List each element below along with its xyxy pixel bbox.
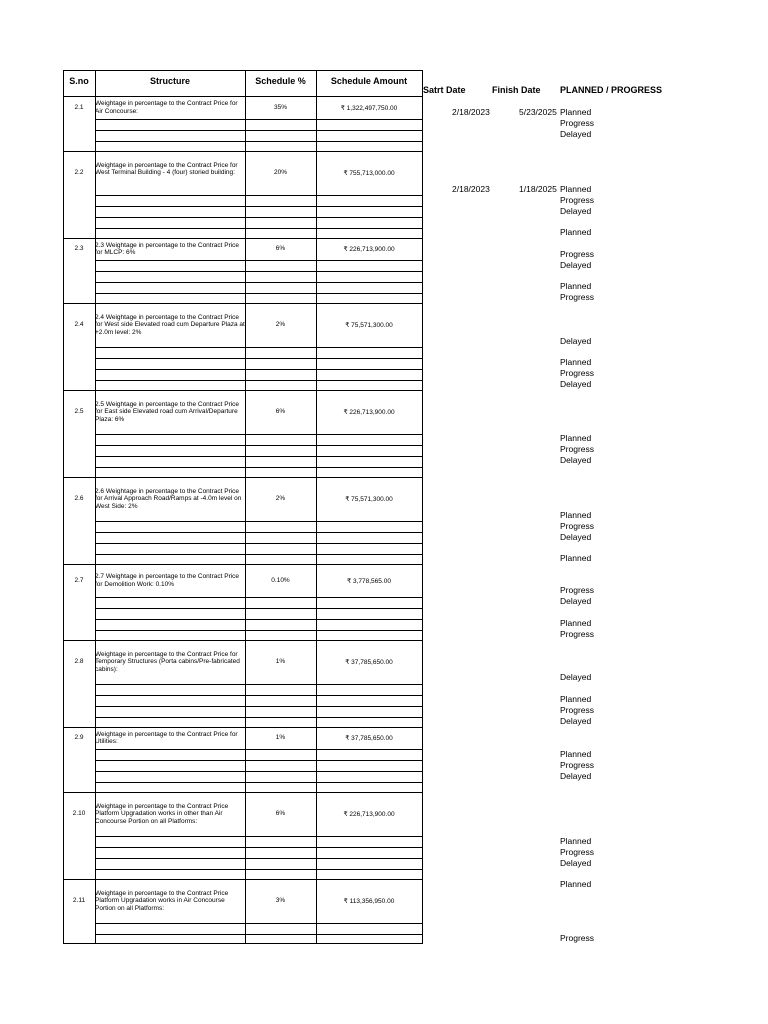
grid-line-horizontal bbox=[95, 760, 423, 761]
grid-line-horizontal bbox=[95, 847, 423, 848]
header-schedule-amount: Schedule Amount bbox=[330, 76, 408, 86]
status-label-delayed: Delayed bbox=[560, 532, 592, 542]
grid-line-horizontal bbox=[95, 543, 423, 544]
grid-line-horizontal bbox=[95, 923, 423, 924]
status-label-progress: Progress bbox=[560, 292, 595, 302]
grid-line-horizontal bbox=[95, 434, 423, 435]
status-label-planned: Planned bbox=[560, 227, 592, 237]
row-schedule-percent: 2% bbox=[275, 321, 286, 328]
grid-line-horizontal bbox=[95, 380, 423, 381]
status-label-planned: Planned bbox=[560, 694, 592, 704]
row-schedule-percent: 6% bbox=[275, 408, 286, 415]
row-schedule-amount: ₹ 755,713,000.00 bbox=[343, 170, 395, 177]
header-planned-progress: PLANNED / PROGRESS bbox=[560, 85, 663, 95]
row-structure: 2.3 Weightage in percentage to the Contract Price for MLCP: 6% bbox=[95, 241, 240, 256]
row-structure: 2.7 Weightage in percentage to the Contract Price for Demolition Work: 0.10% bbox=[95, 573, 240, 588]
header-start-date: Satrt Date bbox=[423, 85, 466, 95]
row-structure: 2.4 Weightage in percentage to the Contract Price for West side Elevated road cum Departure Plaza at +2.0m level: 2% bbox=[95, 313, 245, 336]
grid-line-horizontal bbox=[95, 293, 423, 294]
row-sno: 2.1 bbox=[74, 103, 84, 111]
grid-line-horizontal bbox=[95, 695, 423, 696]
grid-line-horizontal bbox=[63, 303, 423, 304]
status-label-delayed: Delayed bbox=[560, 771, 592, 781]
start-date: 2/18/2023 bbox=[452, 107, 490, 117]
status-label-delayed: Delayed bbox=[560, 596, 592, 606]
status-label-progress: Progress bbox=[560, 933, 595, 943]
grid-line-horizontal bbox=[95, 141, 423, 142]
grid-line-horizontal bbox=[95, 206, 423, 207]
status-label-delayed: Delayed bbox=[560, 336, 592, 346]
grid-line-horizontal bbox=[95, 597, 423, 598]
status-label-progress: Progress bbox=[560, 847, 595, 857]
grid-line-horizontal bbox=[95, 717, 423, 718]
row-schedule-amount: ₹ 37,785,650.00 bbox=[345, 659, 393, 666]
grid-line-horizontal bbox=[63, 640, 423, 641]
grid-line-horizontal bbox=[95, 836, 423, 837]
row-schedule-amount: ₹ 226,713,900.00 bbox=[343, 811, 395, 818]
row-sno: 2.7 bbox=[74, 576, 84, 584]
status-label-progress: Progress bbox=[560, 195, 595, 205]
header-structure: Structure bbox=[149, 76, 190, 86]
row-schedule-amount: ₹ 37,785,650.00 bbox=[345, 735, 393, 742]
status-label-planned: Planned bbox=[560, 433, 592, 443]
row-schedule-amount: ₹ 75,571,300.00 bbox=[345, 322, 393, 329]
row-sno: 2.8 bbox=[74, 658, 84, 665]
start-date: 2/18/2023 bbox=[452, 184, 490, 194]
row-schedule-amount: ₹ 226,713,900.00 bbox=[343, 409, 395, 416]
row-structure: Weightage in percentage to the Contract Price Platform Upgradation works in other than Air Concourse Portion on all Platforms: bbox=[95, 802, 229, 825]
grid-line-horizontal bbox=[95, 347, 423, 348]
grid-line-horizontal bbox=[95, 532, 423, 533]
status-label-planned: Planned bbox=[560, 879, 592, 889]
row-schedule-percent: 2% bbox=[275, 495, 286, 502]
status-label-progress: Progress bbox=[560, 444, 595, 454]
header-finish-date: Finish Date bbox=[492, 85, 541, 95]
status-label-progress: Progress bbox=[560, 249, 595, 259]
row-structure: 2.6 Weightage in percentage to the Contract Price for Arrival Approach Road/Ramps at -4.0m level on West Side: 2% bbox=[95, 487, 242, 510]
status-label-delayed: Delayed bbox=[560, 858, 592, 868]
status-label-progress: Progress bbox=[560, 118, 595, 128]
grid-line-horizontal bbox=[63, 477, 423, 478]
row-sno: 2.5 bbox=[74, 408, 84, 415]
status-label-delayed: Delayed bbox=[560, 716, 592, 726]
row-schedule-percent: 3% bbox=[275, 897, 286, 904]
row-sno: 2.2 bbox=[74, 169, 84, 176]
row-structure: Weightage in percentage to the Contract Price for Air Concourse: bbox=[95, 100, 238, 115]
status-label-planned: Planned bbox=[560, 281, 592, 291]
finish-date: 1/18/2025 bbox=[519, 184, 557, 194]
grid-line-horizontal bbox=[95, 521, 423, 522]
status-label-progress: Progress bbox=[560, 521, 595, 531]
row-schedule-percent: 6% bbox=[275, 245, 286, 252]
grid-line-vertical bbox=[422, 70, 423, 944]
grid-line-horizontal bbox=[95, 630, 423, 631]
row-structure: Weightage in percentage to the Contract Price Platform Upgradation works in Air Concourse Portion on all Platforms: bbox=[95, 889, 229, 912]
grid-line-horizontal bbox=[95, 608, 423, 609]
row-schedule-amount: ₹ 226,713,900.00 bbox=[343, 246, 395, 253]
status-label-progress: Progress bbox=[560, 629, 595, 639]
header-sno: S.no bbox=[69, 76, 89, 86]
status-label-progress: Progress bbox=[560, 760, 595, 770]
grid-line-horizontal bbox=[63, 727, 423, 728]
status-label-delayed: Delayed bbox=[560, 379, 592, 389]
status-label-progress: Progress bbox=[560, 585, 595, 595]
row-schedule-percent: 0.10% bbox=[271, 576, 290, 584]
row-schedule-amount: ₹ 113,356,950.00 bbox=[343, 898, 395, 905]
grid-line-horizontal bbox=[95, 456, 423, 457]
grid-line-horizontal bbox=[95, 467, 423, 468]
grid-line-horizontal bbox=[95, 195, 423, 196]
row-structure: 2.5 Weightage in percentage to the Contract Price for East side Elevated road cum Arrival/Departure Plaza: 6% bbox=[95, 400, 240, 423]
grid-line-horizontal bbox=[95, 619, 423, 620]
grid-line-horizontal bbox=[95, 706, 423, 707]
grid-line-horizontal bbox=[95, 358, 423, 359]
grid-line-horizontal bbox=[63, 238, 423, 239]
grid-line-horizontal bbox=[95, 749, 423, 750]
row-sno: 2.4 bbox=[74, 321, 84, 328]
status-label-planned: Planned bbox=[560, 184, 592, 194]
grid-line-horizontal bbox=[63, 564, 423, 565]
grid-line-horizontal bbox=[95, 260, 423, 261]
status-label-progress: Progress bbox=[560, 705, 595, 715]
row-schedule-amount: ₹ 75,571,300.00 bbox=[345, 496, 393, 503]
grid-line-horizontal bbox=[95, 858, 423, 859]
row-sno: 2.3 bbox=[74, 245, 84, 252]
status-label-planned: Planned bbox=[560, 749, 592, 759]
status-label-delayed: Delayed bbox=[560, 129, 592, 139]
grid-line-horizontal bbox=[95, 771, 423, 772]
row-sno: 2.6 bbox=[74, 495, 84, 502]
row-structure: Weightage in percentage to the Contract Price for West Terminal Building - 4 (four) storied building: bbox=[95, 161, 238, 177]
finish-date: 5/23/2025 bbox=[519, 107, 557, 117]
row-schedule-percent: 35% bbox=[273, 103, 287, 111]
row-schedule-percent: 1% bbox=[275, 734, 286, 741]
grid-line-horizontal bbox=[63, 70, 423, 71]
grid-line-horizontal bbox=[95, 684, 423, 685]
grid-line-horizontal bbox=[95, 217, 423, 218]
row-schedule-percent: 20% bbox=[273, 169, 287, 176]
grid-line-horizontal bbox=[95, 130, 423, 131]
row-schedule-percent: 1% bbox=[275, 658, 286, 665]
status-label-delayed: Delayed bbox=[560, 260, 592, 270]
row-structure: Weightage in percentage to the Contract Price for Utilities: bbox=[95, 730, 238, 745]
grid-line-horizontal bbox=[95, 282, 423, 283]
status-label-delayed: Delayed bbox=[560, 455, 592, 465]
row-sno: 2.10 bbox=[72, 810, 86, 817]
row-sno: 2.9 bbox=[74, 734, 84, 741]
grid-line-horizontal bbox=[95, 869, 423, 870]
status-label-delayed: Delayed bbox=[560, 206, 592, 216]
status-label-delayed: Delayed bbox=[560, 672, 592, 682]
status-label-planned: Planned bbox=[560, 553, 592, 563]
grid-line-horizontal bbox=[63, 151, 423, 152]
status-label-progress: Progress bbox=[560, 368, 595, 378]
status-label-planned: Planned bbox=[560, 357, 592, 367]
status-label-planned: Planned bbox=[560, 618, 592, 628]
status-label-planned: Planned bbox=[560, 107, 592, 117]
grid-line-horizontal bbox=[95, 445, 423, 446]
row-sno: 2.11 bbox=[72, 897, 86, 904]
grid-line-horizontal bbox=[63, 96, 423, 97]
row-schedule-amount: ₹ 3,778,565.00 bbox=[347, 577, 391, 585]
grid-line-horizontal bbox=[95, 271, 423, 272]
row-structure: Weightage in percentage to the Contract Price for Temporary Structures (Porta cabins/Pre-fabricated cabins): bbox=[95, 650, 240, 673]
row-schedule-percent: 6% bbox=[275, 810, 286, 817]
grid-line-horizontal bbox=[95, 554, 423, 555]
grid-line-horizontal bbox=[95, 369, 423, 370]
grid-line-horizontal bbox=[63, 943, 423, 944]
row-schedule-amount: ₹ 1,322,497,750.00 bbox=[340, 104, 398, 112]
status-label-planned: Planned bbox=[560, 836, 592, 846]
grid-line-horizontal bbox=[95, 119, 423, 120]
grid-line-horizontal bbox=[63, 792, 423, 793]
grid-line-horizontal bbox=[95, 782, 423, 783]
header-schedule-percent: Schedule % bbox=[255, 76, 306, 86]
grid-line-horizontal bbox=[95, 228, 423, 229]
status-label-planned: Planned bbox=[560, 510, 592, 520]
grid-line-horizontal bbox=[95, 934, 423, 935]
grid-line-horizontal bbox=[63, 390, 423, 391]
grid-line-horizontal bbox=[63, 879, 423, 880]
